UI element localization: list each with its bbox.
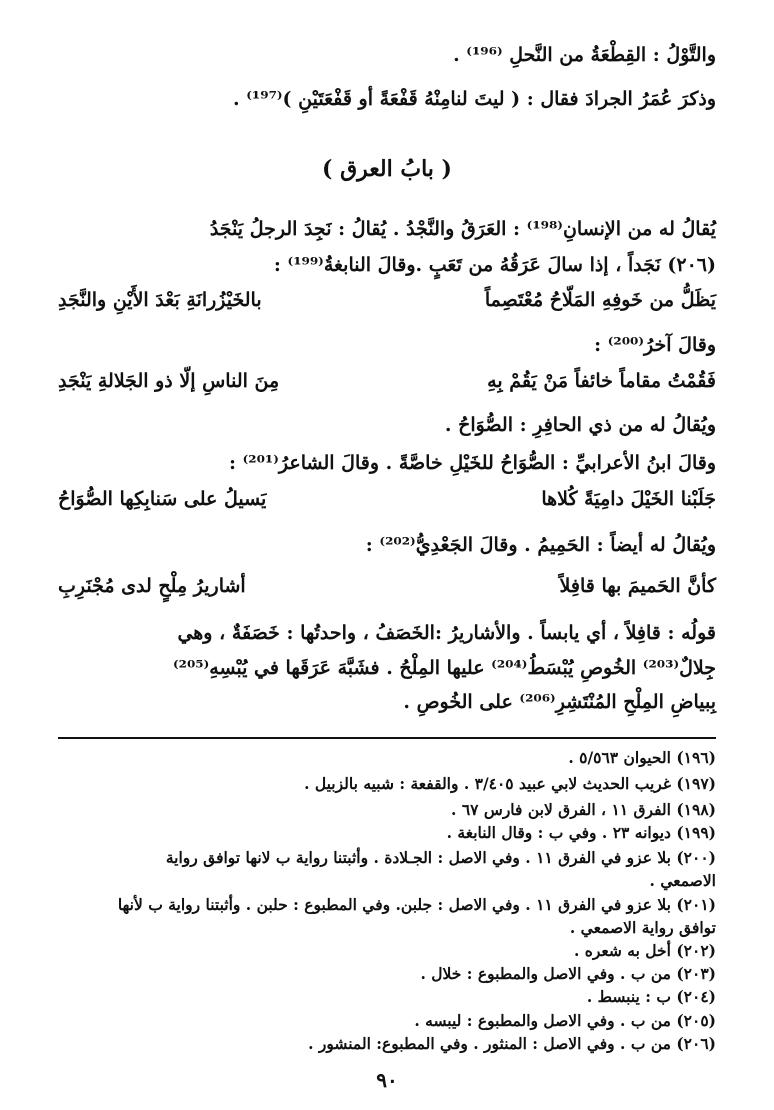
verse-hemistich-second: يَسيلُ على سَنابِكِها الصُّوَاحُ xyxy=(58,488,267,510)
verse-line xyxy=(58,575,716,605)
verse-hemistich-first: جَلَبْنا الخَيْلَ دامِيَةً كُلاها xyxy=(541,488,716,510)
footnote: (١٩٨) الفرق ١١ ، الفرق لابن فارس ٦٧ . xyxy=(451,800,716,819)
footnote: (٢٠١) بلا عزو في الفرق ١١ . وفي الاصل : جلبن. وفي المطبوع : حلبن . وأثبتنا رواية ب لأنها xyxy=(117,895,716,914)
footnote: (٢٠٢) أخل به شعره . xyxy=(573,941,716,960)
footnote: (٢٠٣) من ب . وفي الاصل والمطبوع : خلال . xyxy=(420,964,716,983)
footnote: (٢٠٠) بلا عزو في الفرق ١١ . وفي الاصل : الجـلادة . وأثبتنا رواية ب لانها توافق رواية xyxy=(165,848,716,867)
chapter-heading: ( بابُ العرق ) xyxy=(322,156,452,182)
footnote-continuation: الاصمعي . xyxy=(649,871,716,890)
text-line: (٢٠٦) نَجَداً ، إذا سالَ عَرَقُهُ من تَعَبٍ .وقالَ النابغةُ⁽¹⁹⁹⁾ : xyxy=(273,254,716,276)
verse-hemistich-first: فَقُمْتُ مقاماً خائفاً مَنْ يَقُمْ بِهِ xyxy=(487,370,716,392)
text-line: بِبياضِ المِلْحِ المُنْتَشِرِ⁽²⁰⁶⁾ على الخُوصِ . xyxy=(403,691,716,713)
text-line: ويُقالُ له أيضاً : الحَمِيمُ . وقالَ الجَعْدِيُّ⁽²⁰²⁾ : xyxy=(365,534,716,556)
text-line: وقالَ آخرُ⁽²⁰⁰⁾ : xyxy=(594,334,716,356)
verse-line xyxy=(58,289,716,319)
footnote: (٢٠٦) من ب . وفي الاصل : المنثور . وفي المطبوع: المنشور . xyxy=(308,1034,716,1053)
text-line: جِلالٌ⁽²⁰³⁾ الخُوصِ يُبْسَطُ⁽²⁰⁴⁾ عليها المِلْحُ . فشَبَّهَ عَرَقَها في يُبْسِهِ⁽²⁰⁵⁾ xyxy=(172,657,716,679)
footnote: (١٩٧) غريب الحديث لابي عبيد ٣/٤٠٥ . والقفعة : شبيه بالزبيل . xyxy=(304,774,716,793)
footnote-separator xyxy=(58,737,716,739)
page-number: ٩٠ xyxy=(376,1068,398,1092)
footnote: (٢٠٥) من ب . وفي الاصل والمطبوع : ليبسه . xyxy=(414,1011,716,1030)
text-line: ويُقالُ له من ذي الحافِرِ : الصُّوَاحُ . xyxy=(444,414,716,436)
verse-hemistich-first: يَظَلُّ من خَوفِهِ المَلّاحُ مُعْتَصِماً xyxy=(484,289,716,311)
verse-hemistich-second: مِنَ الناسِ إلّا ذو الجَلالةِ يَنْجَدِ xyxy=(58,370,280,392)
text-line: والتَّوْلُ : القِطْعَةُ من النَّحلِ ⁽¹⁹⁶⁾ . xyxy=(453,44,716,66)
verse-hemistich-first: كأنَّ الحَميمَ بها قافِلاً xyxy=(559,575,716,597)
text-line: وذكرَ عُمَرُ الجرادَ فقال : ( ليتَ لنامِنْهُ قَفْعَةً أو قَفْعَتَيْنِ )⁽¹⁹⁷⁾ . xyxy=(233,88,716,110)
footnote: (٢٠٤) ب : ينبسط . xyxy=(586,987,716,1006)
footnote: (١٩٩) ديوانه ٢٣ . وفي ب : وقال النابغة . xyxy=(446,823,716,842)
footnote: (١٩٦) الحيوان ٥/٥٦٣ . xyxy=(568,748,716,767)
text-line: وقالَ ابنُ الأعرابيِّ : الصُّوَاحُ للخَيْلِ خاصَّةً . وقالَ الشاعرُ⁽²⁰¹⁾ : xyxy=(228,452,716,474)
text-line: قولُه : قافِلاً ، أي يابساً . والأشاريرُ :الخَصَفُ ، واحدتُها : خَصَفَةٌ ، وهي xyxy=(177,622,716,644)
verse-hemistich-second: أشاريرُ مِلْحٍ لدى مُجْنَرِبِ xyxy=(58,575,246,597)
verse-hemistich-second: بالخَيْزُرانَةِ بَعْدَ الأَيْنِ والنَّجَدِ xyxy=(58,289,262,311)
verse-line xyxy=(58,488,716,518)
footnote-continuation: توافق رواية الاصمعي . xyxy=(569,918,716,937)
verse-line xyxy=(58,370,716,400)
text-line: يُقالُ له من الإنسانِ⁽¹⁹⁸⁾ : العَرَقُ والنَّجْدُ . يُقالُ : نَجِدَ الرجلُ يَنْجَدُ xyxy=(209,218,716,240)
